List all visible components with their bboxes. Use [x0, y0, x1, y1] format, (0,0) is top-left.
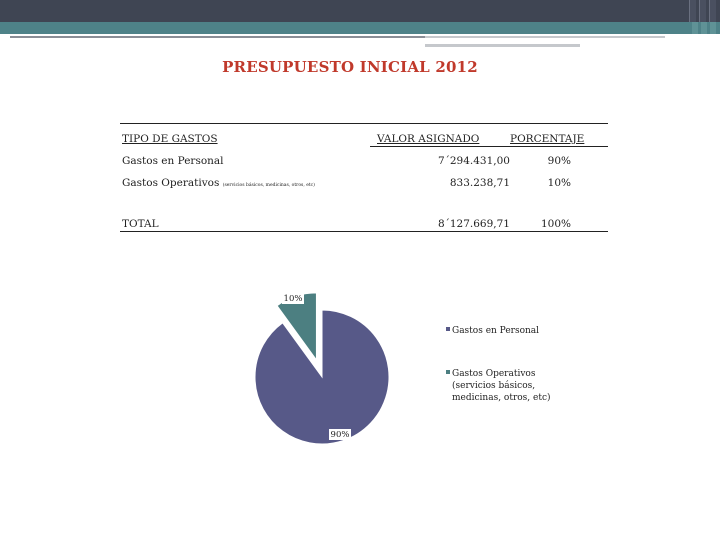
total-porcentaje: 100%	[540, 218, 571, 230]
column-header-valor: VALOR ASIGNADO	[377, 133, 480, 145]
row-1-porcentaje: 90%	[547, 155, 571, 167]
legend-swatch	[446, 370, 450, 374]
data-label-10: 10%	[283, 294, 303, 304]
legend-swatch	[446, 327, 450, 331]
legend-label: Gastos Operativos	[452, 369, 536, 379]
data-label-90: 90%	[330, 430, 350, 440]
slide-title: PRESUPUESTO INICIAL 2012	[222, 58, 478, 76]
column-header-tipo: TIPO DE GASTOS	[122, 133, 218, 145]
legend-label: Gastos en Personal	[452, 326, 540, 336]
row-1-tipo: Gastos en Personal	[122, 155, 224, 167]
total-label: TOTAL	[122, 218, 159, 230]
legend-label: (servicios básicos,	[452, 381, 536, 391]
legend-label: medicinas, otros, etc)	[452, 393, 551, 403]
column-header-porcentaje: PORCENTAJE	[510, 133, 585, 145]
total-valor: 8´127.669,71	[437, 218, 510, 230]
row-2-porcentaje: 10%	[547, 177, 571, 189]
row-2-tipo-label: Gastos Operativos	[122, 177, 220, 189]
row-1-valor: 7´294.431,00	[437, 155, 510, 167]
row-2-valor: 833.238,71	[449, 177, 510, 189]
row-2-detalle: (servicios básicos, medicinas, otros, etc)	[222, 183, 315, 188]
pie-slice-gastos-personal	[255, 310, 389, 444]
